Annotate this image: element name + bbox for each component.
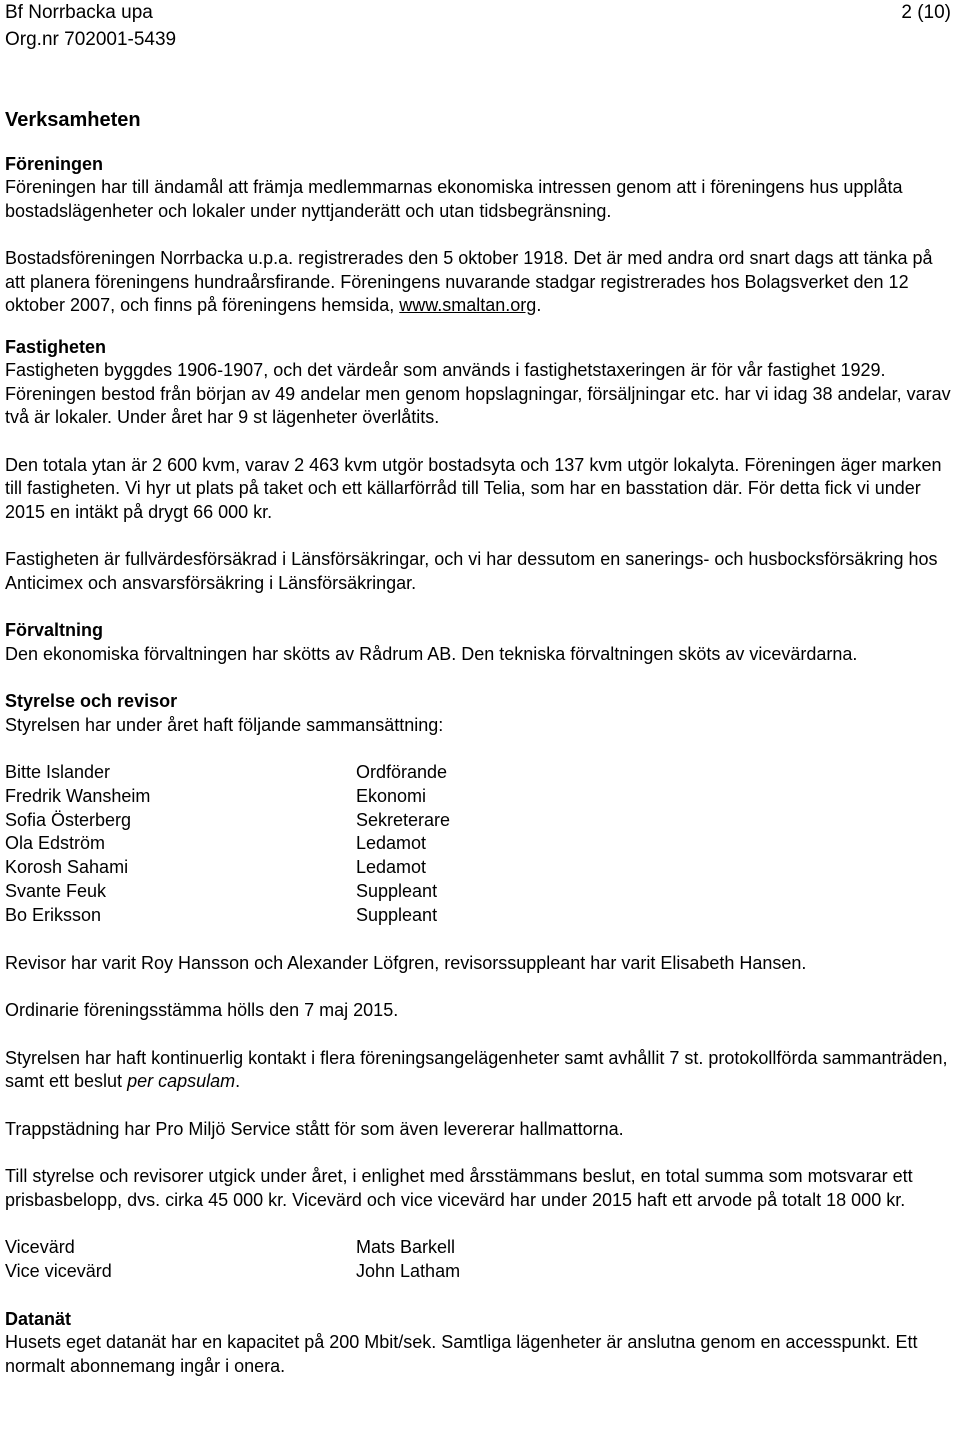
member-name: Ola Edström [5,833,106,854]
member-name: Korosh Sahami [5,857,129,878]
vicevard-role: Vicevärd [5,1237,75,1258]
member-role: Suppleant [356,880,438,901]
arvode-paragraph: Till styrelse och revisorer utgick under året, i enlighet med årsstämmans beslut, en total summa som motsvarar ett prisbasbelopp, dvs. cirka 45 000 kr. Vicevärd och vice vicevärd har under 2015 haft ett arvode på totalt 18 000 kr. [5,1166,913,1210]
page-header [5,0,955,60]
heading-forvaltning: Förvaltning [5,620,103,640]
member-name: Svante Feuk [5,880,107,901]
trappstadning-paragraph: Trappstädning har Pro Miljö Service stått för som även levererar hallmattorna. [5,1118,624,1139]
member-name: Fredrik Wansheim [5,785,151,806]
vicevard-name: John Latham [356,1260,461,1281]
revisor-paragraph: Revisor har varit Roy Hansson och Alexander Löfgren, revisorssuppleant har varit Elisabeth Hansen. [5,952,807,973]
styrelse-intro: Styrelsen har under året haft följande sammansättning: [5,714,444,735]
member-role: Ordförande [356,762,448,782]
member-name: Bo Eriksson [5,904,102,925]
heading-styrelse: Styrelse och revisor [5,691,178,711]
vicevard-role: Vice vicevärd [5,1260,112,1281]
stamma-paragraph: Ordinarie föreningsstämma hölls den 7 maj 2015. [5,1000,399,1021]
forvaltning-paragraph: Den ekonomiska förvaltningen har skötts av Rådrum AB. Den tekniska förvaltningen sköts av vicevärdarna. [5,643,858,664]
heading-fastigheten: Fastigheten [5,336,107,357]
board-roster [5,761,955,928]
document-page [5,0,955,1378]
fastigheten-paragraph-3: Fastigheten är fullvärdesförsäkrad i Länsförsäkringar, och vi har dessutom en sanerings- och husbocksförsäkring hos Anticimex och ansvarsförsäkring i Länsförsäkringar. [5,549,938,593]
datanat-paragraph: Husets eget datanät har en kapacitet på 200 Mbit/sek. Samtliga lägenheter är anslutna genom en accesspunkt. Ett normalt abonnemang ingår i onera. [5,1332,918,1376]
fastigheten-paragraph-1: Fastigheten byggdes 1906-1907, och det värdeår som används i fastighetstaxeringen är för vår fastighet 1929. Föreningen bestod från början av 49 andelar men genom hopslagningar, försäljningar etc. har vi idag 38 andelar, varav två är lokaler. Under året har 9 st lägenheter överlåtits. [5,360,951,427]
kontakt-emphasis: per capsulam [127,1071,236,1092]
kontakt-end: . [235,1071,241,1092]
member-role: Ledamot [356,833,427,854]
member-role: Ekonomi [356,785,427,806]
kontakt-paragraph [5,1047,955,1094]
member-role: Sekreterare [356,809,451,830]
member-name: Sofia Österberg [5,809,132,830]
foreningen-paragraph-2-text: Bostadsföreningen Norrbacka u.p.a. registrerades den 5 oktober 1918. Det är med andra ord snart dags att tänka på att planera föreningens hundraårsfirande. Föreningens nuvarande stadgar registrerades hos Bolagsverket den 12 oktober 2007, och finns på föreningens hemsida, [5,248,933,315]
foreningen-paragraph-2-end: . [536,295,542,315]
member-role: Suppleant [356,904,438,925]
foreningen-paragraph-1: Föreningen har till ändamål att främja medlemmarnas ekonomiska intressen genom att i föreningens hus upplåta bostadslägenheter och lokaler under nyttjanderätt och utan tidsbegränsning. [5,177,903,221]
foreningen-paragraph-2 [5,247,955,318]
page-number: 2 (10) [901,2,951,23]
fastigheten-paragraph-2: Den totala ytan är 2 600 kvm, varav 2 463 kvm utgör bostadsyta och 137 kvm utgör lokalyta. Föreningen äger marken till fastigheten. Vi hyr ut plats på taket och ett källarförråd till Telia, som har en basstation där. För detta fick vi under 2015 en intäkt på drygt 66 000 kr. [5,454,942,522]
member-name: Bitte Islander [5,762,111,782]
vicevard-name: Mats Barkell [356,1237,456,1258]
heading-foreningen: Föreningen [5,153,103,174]
heading-datanat: Datanät [5,1308,72,1329]
vicevard-roster [5,1236,955,1284]
website-link[interactable]: www.smaltan.org [399,295,537,315]
member-role: Ledamot [356,857,427,878]
association-name: Bf Norrbacka upa [5,2,153,23]
org-number: Org.nr 702001-5439 [5,29,177,50]
section-title: Verksamheten [5,109,141,131]
kontakt-text: Styrelsen har haft kontinuerlig kontakt i flera föreningsangelägenheter samt avhållit 7 st. protokollförda sammanträden, samt ett beslut [5,1047,948,1092]
